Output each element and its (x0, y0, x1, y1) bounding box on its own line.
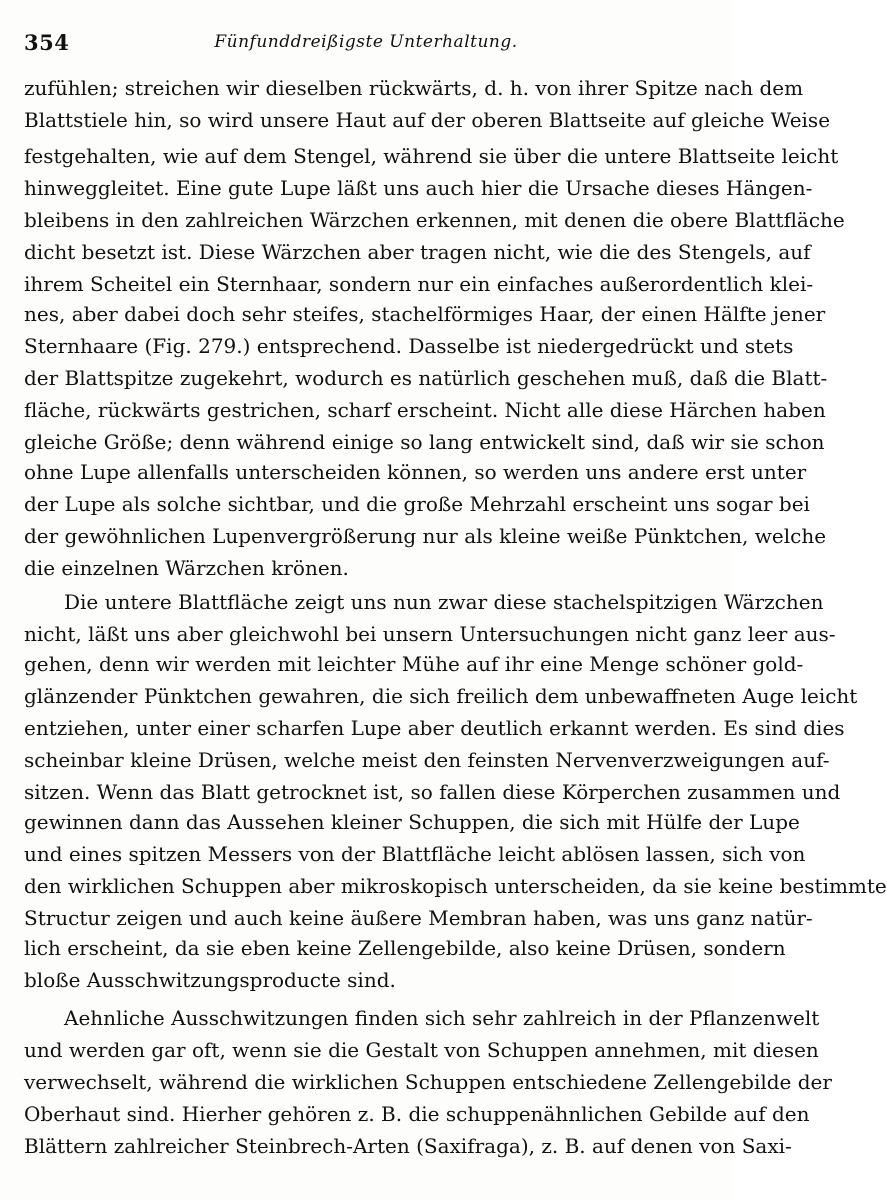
text-line: fläche, rückwärts gestrichen, scharf erscheint. Nicht alle diese Härchen haben (24, 398, 826, 422)
text-line: lich erscheint, da sie eben keine Zellengebilde, also keine Drüsen, sondern (24, 936, 786, 960)
text-line: nicht, läßt uns aber gleichwohl bei unsern Untersuchungen nicht ganz leer aus- (24, 622, 836, 646)
chapter-title: Fünfunddreißigste Unterhaltung. (214, 32, 518, 52)
text-line: entziehen, unter einer scharfen Lupe aber deutlich erkannt werden. Es sind dies (24, 716, 845, 740)
running-head (24, 30, 708, 60)
text-line: scheinbar kleine Drüsen, welche meist den feinsten Nervenverzweigungen auf- (24, 748, 830, 772)
text-line: Blättern zahlreicher Steinbrech-Arten (Saxifraga), z. B. auf denen von Saxi- (24, 1134, 792, 1158)
text-line: Die untere Blattfläche zeigt uns nun zwar diese stachelspitzigen Wärzchen (64, 590, 824, 614)
text-line: Aehnliche Ausschwitzungen finden sich sehr zahlreich in der Pflanzenwelt (64, 1006, 820, 1030)
page-number: 354 (24, 30, 70, 55)
text-line: festgehalten, wie auf dem Stengel, während sie über die untere Blattseite leicht (24, 144, 839, 168)
text-line: der Blattspitze zugekehrt, wodurch es natürlich geschehen muß, daß die Blatt- (24, 366, 828, 390)
text-line: der Lupe als solche sichtbar, und die große Mehrzahl erscheint uns sogar bei (24, 492, 810, 516)
text-line: dicht besetzt ist. Diese Wärzchen aber tragen nicht, wie die des Stengels, auf (24, 240, 811, 264)
text-line: den wirklichen Schuppen aber mikroskopisch unterscheiden, da sie keine bestimmte (24, 874, 887, 898)
text-line: verwechselt, während die wirklichen Schuppen entschiedene Zellengebilde der (24, 1070, 832, 1094)
text-line: bleibens in den zahlreichen Wärzchen erkennen, mit denen die obere Blattfläche (24, 208, 845, 232)
text-line: ihrem Scheitel ein Sternhaar, sondern nur ein einfaches außerordentlich klei- (24, 272, 814, 296)
text-line: gewinnen dann das Aussehen kleiner Schuppen, die sich mit Hülfe der Lupe (24, 810, 800, 834)
text-line: hinweggleitet. Eine gute Lupe läßt uns auch hier die Ursache dieses Hängen- (24, 176, 813, 200)
text-line: nes, aber dabei doch sehr steifes, stachelförmiges Haar, der einen Hälfte jener (24, 302, 826, 326)
text-line: sitzen. Wenn das Blatt getrocknet ist, so fallen diese Körperchen zusammen und (24, 780, 841, 804)
text-line: Blattstiele hin, so wird unsere Haut auf der oberen Blattseite auf gleiche Weise (24, 108, 831, 132)
text-line: die einzelnen Wärzchen krönen. (24, 556, 349, 580)
text-line: Sternhaare (Fig. 279.) entsprechend. Dasselbe ist niedergedrückt und stets (24, 334, 794, 358)
text-line: bloße Ausschwitzungsproducte sind. (24, 968, 396, 992)
text-line: Structur zeigen und auch keine äußere Membran haben, was uns ganz natür- (24, 906, 813, 930)
text-line: der gewöhnlichen Lupenvergrößerung nur als kleine weiße Pünktchen, welche (24, 524, 827, 548)
text-line: und eines spitzen Messers von der Blattfläche leicht ablösen lassen, sich von (24, 842, 806, 866)
text-line: gehen, denn wir werden mit leichter Mühe auf ihr eine Menge schöner gold- (24, 652, 804, 676)
text-line: und werden gar oft, wenn sie die Gestalt von Schuppen annehmen, mit diesen (24, 1038, 819, 1062)
text-line: ohne Lupe allenfalls unterscheiden können, so werden uns andere erst unter (24, 460, 807, 484)
text-line: Oberhaut sind. Hierher gehören z. B. die schuppenähnlichen Gebilde auf den (24, 1102, 810, 1126)
text-line: glänzender Pünktchen gewahren, die sich freilich dem unbewaffneten Auge leicht (24, 684, 858, 708)
text-line: gleiche Größe; denn während einige so lang entwickelt sind, daß wir sie schon (24, 430, 825, 454)
text-line: zufühlen; streichen wir dieselben rückwärts, d. h. von ihrer Spitze nach dem (24, 76, 804, 100)
